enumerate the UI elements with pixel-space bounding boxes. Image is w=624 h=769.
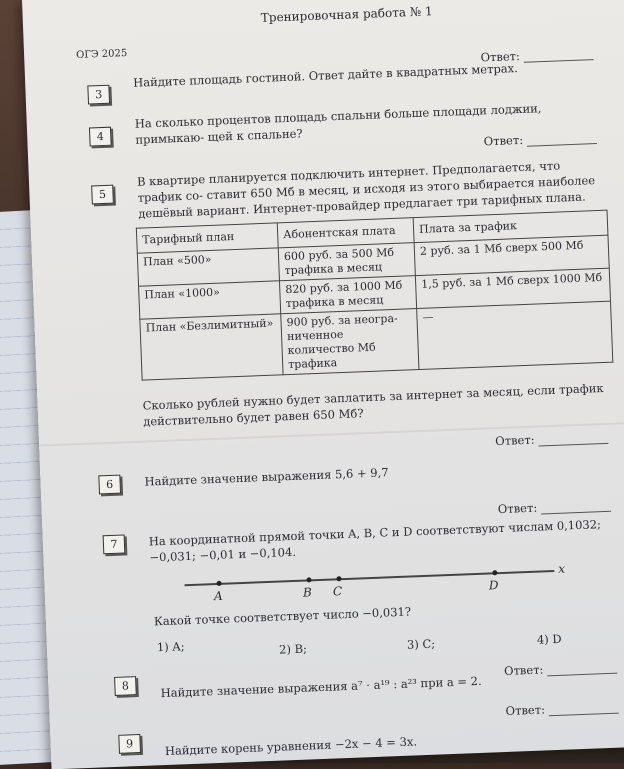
table-cell: 900 руб. за неогра- ниченное количество Мб трафика — [281, 309, 419, 375]
coordinate-line — [185, 561, 566, 604]
task-4-number: 4 — [89, 127, 112, 147]
answer-label: Ответ: — [505, 702, 546, 718]
task-3-number: 3 — [87, 85, 110, 105]
task-7-option-1[interactable]: 1) A; — [156, 639, 185, 655]
table-cell: 1,5 руб. за 1 Мб сверх 1000 Мб — [415, 268, 610, 308]
page-title: Тренировочная работа № 1 — [260, 4, 433, 25]
task-6-text: Найдите значение выражения 5,6 + 9,7 — [144, 465, 389, 489]
task-4-answer[interactable] — [483, 130, 597, 148]
task-7-text: На координатной прямой точки A, B, C и D соответствуют числам 0,1032; −0,031; −0,01 и −0,104. — [148, 517, 602, 565]
task-5-number: 5 — [91, 185, 114, 205]
point-d-tick — [492, 570, 497, 575]
task-5-question: Сколько рублей нужно будет заплатить за интернет за месяц, если трафик действительно будет равен 650 Мб? — [142, 380, 604, 429]
task-5-answer[interactable] — [495, 430, 609, 448]
table-cell: План «Безлимитный» — [140, 314, 283, 380]
task-7-option-3[interactable]: 3) C; — [406, 636, 436, 652]
answer-label: Ответ: — [495, 432, 535, 449]
table-cell: План «500» — [137, 248, 279, 286]
point-a-tick — [216, 581, 221, 586]
table-cell: План «1000» — [139, 281, 281, 319]
point-b-tick — [306, 577, 311, 582]
exam-page — [22, 0, 624, 769]
task-8-number: 8 — [114, 676, 137, 696]
axis-x-label: x — [557, 561, 566, 576]
point-d-label: D — [488, 578, 499, 593]
task-6-answer[interactable] — [498, 498, 612, 516]
exam-label: ОГЭ 2025 — [75, 48, 128, 61]
answer-line[interactable] — [527, 143, 597, 147]
point-a-label: A — [213, 588, 223, 604]
point-b-label: B — [302, 585, 313, 600]
table-cell: 2 руб. за 1 Мб сверх 500 Мб — [414, 235, 609, 275]
point-c-tick — [336, 576, 341, 581]
task-9-number: 9 — [118, 734, 141, 754]
table-header: Тарифный план — [136, 223, 278, 253]
task-3-text: Найдите площадь гостиной. Ответ дайте в квадратных метрах. — [132, 61, 519, 90]
point-c-label: C — [332, 584, 343, 599]
table-header: Плата за трафик — [413, 210, 608, 242]
answer-line[interactable] — [541, 511, 611, 515]
task-4-text: На сколько процентов площадь спальни больше площади лоджии, примыкаю- щей к спальне? — [134, 101, 542, 147]
table-cell: 600 руб. за 500 Мб трафика в месяц — [278, 243, 415, 281]
task-9-text: Найдите корень уравнения −2x − 4 = 3x. — [164, 734, 418, 759]
answer-label: Ответ: — [483, 132, 524, 149]
task-6-number: 6 — [98, 475, 121, 495]
answer-label: Ответ: — [480, 48, 521, 65]
task-7-number: 7 — [103, 534, 126, 554]
task-7-option-4[interactable]: 4) D — [536, 631, 562, 647]
task-7-question: Какой точке соответствует число −0,031? — [153, 604, 412, 629]
task-5-text: В квартире планируется подключить интернет. Предполагается, что трафик со- ставит 650 Мб в месяц, и исходя из этого выбирается наиболее дешёвый вариант. Интернет-провайдер предлагает три тарифных плана. — [136, 158, 596, 221]
answer-label: Ответ: — [503, 662, 544, 678]
task-7-option-2[interactable]: 2) B; — [278, 641, 308, 657]
table-cell: — — [417, 301, 613, 369]
tariff-table — [136, 210, 614, 381]
table-header: Абонентская плата — [277, 218, 414, 248]
task-8-answer[interactable] — [505, 700, 619, 718]
task-8-text: Найдите значение выражения a⁷ · a¹⁹ : a²³ при a = 2. — [160, 673, 482, 701]
answer-label: Ответ: — [497, 500, 538, 517]
table-cell: 820 руб. за 1000 Мб трафика в месяц — [279, 276, 416, 314]
answer-line[interactable] — [549, 713, 619, 717]
answer-line[interactable] — [539, 443, 609, 447]
